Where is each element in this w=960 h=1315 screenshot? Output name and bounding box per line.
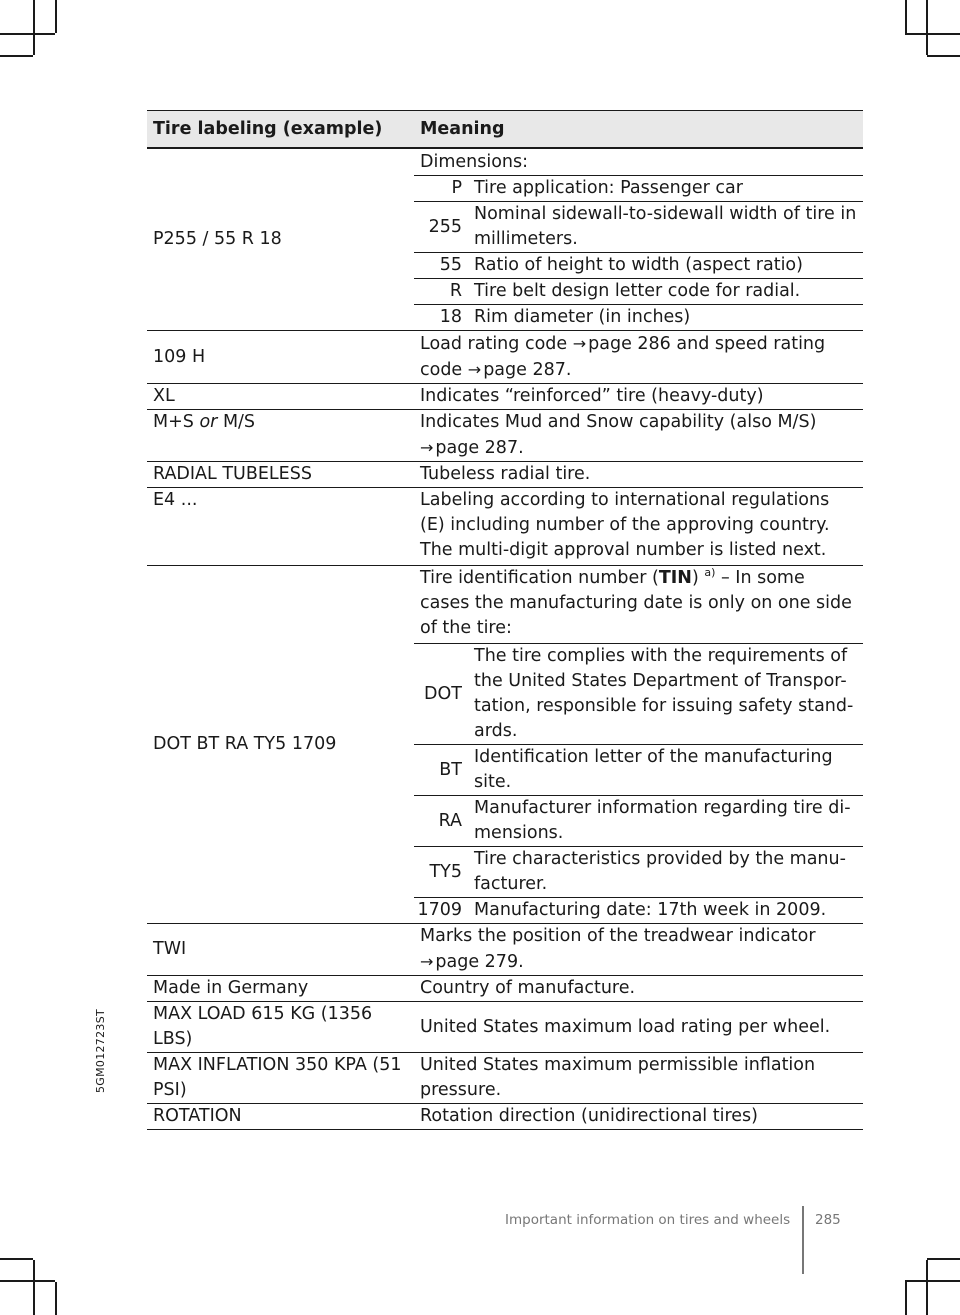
table-row-e4: [147, 488, 863, 566]
crop-mark: [926, 1260, 928, 1315]
sub-row: [414, 253, 863, 279]
row-meaning: Rotation direction (unidirectional tires): [414, 1104, 863, 1130]
page-reference[interactable]: page 286 and speed rating code: [420, 334, 826, 380]
row-label: E4 ...: [147, 488, 414, 566]
crop-mark: [0, 1258, 33, 1260]
footer-divider: [802, 1206, 804, 1274]
sub-code: 1709: [414, 898, 468, 924]
sub-text: Tire application: Passenger car: [468, 176, 863, 202]
row-label: Made in Germany: [147, 976, 414, 1002]
row-label: P255 / 55 R 18: [147, 148, 414, 331]
crop-mark: [905, 33, 960, 35]
sub-code: 18: [414, 305, 468, 331]
crop-mark: [55, 0, 57, 33]
sub-row: [414, 644, 863, 745]
sub-code: P: [414, 176, 468, 202]
sub-text: Ratio of height to width (aspect ratio): [468, 253, 863, 279]
crop-mark: [905, 0, 907, 33]
sub-row: [414, 898, 863, 924]
sub-code: 55: [414, 253, 468, 279]
sub-code: DOT: [414, 644, 468, 745]
footer-section-title: Important information on tires and wheels: [505, 1212, 791, 1228]
sub-row: [414, 305, 863, 331]
sub-code: RA: [414, 796, 468, 847]
crop-mark: [927, 1258, 960, 1260]
table-row-mud-snow: [147, 410, 863, 462]
crop-mark: [55, 1282, 57, 1315]
sub-code: 255: [414, 202, 468, 253]
table-row-tin: [147, 566, 863, 924]
arrow-right-icon: →: [572, 334, 587, 353]
sub-row: [414, 279, 863, 305]
crop-mark: [0, 1280, 55, 1282]
sub-text: Rim diameter (in inches): [468, 305, 863, 331]
sub-row: [414, 796, 863, 847]
row-label: MAX LOAD 615 KG (1356 LBS): [147, 1002, 414, 1053]
arrow-right-icon: →: [420, 952, 434, 971]
row-label: TWI: [147, 924, 414, 976]
page-reference[interactable]: page 287.: [483, 360, 572, 380]
row-meaning: [414, 410, 863, 462]
arrow-right-icon: →: [420, 438, 434, 457]
sub-code: TY5: [414, 847, 468, 898]
table-row-xl: [147, 384, 863, 410]
sub-text: Identification letter of the manufacturing site.: [468, 745, 863, 796]
header-tire-labeling: Tire labeling (example): [147, 111, 414, 149]
sub-code: R: [414, 279, 468, 305]
table-row-load-rating: [147, 331, 863, 384]
arrow-right-icon: →: [467, 360, 482, 379]
tire-labeling-table: [147, 110, 863, 1130]
sub-text: Tire belt design letter code for radial.: [468, 279, 863, 305]
row-meaning: [414, 924, 863, 976]
page-number: 285: [815, 1212, 841, 1228]
table-row-max-inflation: [147, 1053, 863, 1104]
table-row-radial: [147, 462, 863, 488]
page-reference[interactable]: page 287.: [435, 438, 524, 458]
dimensions-subtable: [414, 149, 863, 330]
sub-text: Manufacturing date: 17th week in 2009.: [468, 898, 863, 924]
header-meaning: Meaning: [414, 111, 863, 149]
table-row-dimensions: [147, 148, 863, 331]
text-fragment: Marks the position of the treadwear indicator: [420, 926, 816, 946]
row-meaning: United States maximum load rating per wheel.: [414, 1002, 863, 1053]
sub-code: BT: [414, 745, 468, 796]
row-label: XL: [147, 384, 414, 410]
row-meaning: Country of manufacture.: [414, 976, 863, 1002]
footnote-marker: a): [704, 566, 716, 580]
row-label: DOT BT RA TY5 1709: [147, 566, 414, 924]
tin-intro: [414, 566, 863, 644]
crop-mark: [0, 33, 55, 35]
sub-row: [414, 745, 863, 796]
table-row-rotation: [147, 1104, 863, 1130]
row-meaning: [414, 331, 863, 384]
sub-text: Nominal sidewall-to-sidewall width of tire in millimeters.: [468, 202, 863, 253]
crop-mark: [927, 55, 960, 57]
tin-subtable: [414, 566, 863, 923]
row-label: 109 H: [147, 331, 414, 384]
crop-mark: [926, 0, 928, 55]
text-fragment: Tire identification number (: [420, 568, 659, 588]
document-code: 5GM012723ST: [94, 1008, 107, 1093]
text-fragment: Load rating code: [420, 334, 568, 354]
row-meaning: Labeling according to international regulations (E) including number of the approving country. The multi-digit approval number is listed next.: [414, 488, 863, 566]
text-fragment: Indicates Mud and Snow capability (also M/S): [420, 412, 817, 432]
row-label: RADIAL TUBELESS: [147, 462, 414, 488]
row-label: ROTATION: [147, 1104, 414, 1130]
crop-mark: [905, 1282, 907, 1315]
tin-abbrev: TIN: [658, 568, 692, 588]
text-fragment: ): [691, 568, 699, 588]
sub-text: Tire characteristics provided by the manu-facturer.: [468, 847, 863, 898]
page-reference[interactable]: page 279.: [435, 952, 524, 972]
sub-row: [414, 847, 863, 898]
sub-text: The tire complies with the requirements of the United States Department of Transpor-tation, responsible for issuing safety stand-ards.: [468, 644, 863, 745]
label-part: M+S: [153, 412, 194, 432]
crop-mark: [33, 1260, 35, 1315]
row-meaning: United States maximum permissible inflation pressure.: [414, 1053, 863, 1104]
crop-mark: [0, 55, 33, 57]
row-meaning: Indicates “reinforced” tire (heavy-duty): [414, 384, 863, 410]
label-part: M/S: [222, 412, 256, 432]
dimensions-intro: Dimensions:: [420, 152, 529, 172]
table-row-twi: [147, 924, 863, 976]
table-row-max-load: [147, 1002, 863, 1053]
sub-text: Manufacturer information regarding tire di-mensions.: [468, 796, 863, 847]
row-meaning: Tubeless radial tire.: [414, 462, 863, 488]
text-fragment: – In some cases the manufacturing date is only on one side of the tire:: [420, 568, 852, 638]
sub-row: [414, 202, 863, 253]
row-label: [147, 410, 414, 462]
table-row-made-in: [147, 976, 863, 1002]
table-header-row: [147, 111, 863, 149]
sub-row: [414, 176, 863, 202]
crop-mark: [33, 0, 35, 55]
row-label: MAX INFLATION 350 KPA (51 PSI): [147, 1053, 414, 1104]
label-part: or: [199, 412, 218, 432]
crop-mark: [905, 1280, 960, 1282]
